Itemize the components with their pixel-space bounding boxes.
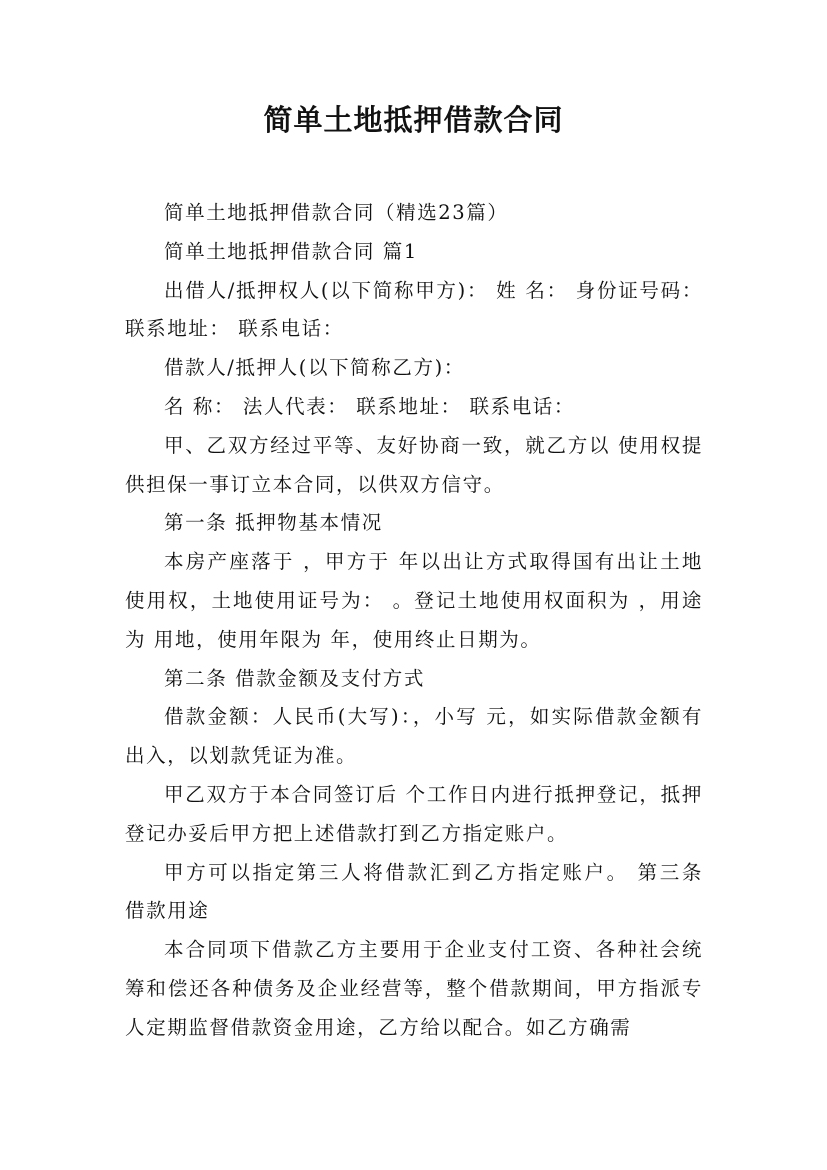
paragraph: 借款金额：人民币(大写)：，小写 元，如实际借款金额有出入，以划款凭证为准。 bbox=[125, 705, 703, 768]
paragraph: 简单土地抵押借款合同 篇1 bbox=[164, 239, 418, 263]
paragraph: 甲乙双方于本合同签订后 个工作日内进行抵押登记，抵押登记办妥后甲方把上述借款打到乙方指定账户。 bbox=[125, 782, 703, 845]
paragraph: 简单土地抵押借款合同（精选23篇） bbox=[164, 201, 509, 224]
document-title: 简单土地抵押借款合同 bbox=[263, 103, 564, 137]
paragraph: 甲、乙双方经过平等、友好协商一致，就乙方以 使用权提供担保一事订立本合同，以供双方信守。 bbox=[125, 433, 703, 496]
paragraph: 本房产座落于 ，甲方于 年以出让方式取得国有出让土地使用权，土地使用证号为： 。登记土地使用权面积为 ，用途为 用地，使用年限为 年，使用终止日期为。 bbox=[125, 550, 703, 651]
paragraph: 甲方可以指定第三人将借款汇到乙方指定账户。 第三条 借款用途 bbox=[125, 860, 703, 923]
paragraph: 第一条 抵押物基本情况 bbox=[164, 511, 383, 535]
paragraph: 借款人/抵押人(以下简称乙方)： bbox=[164, 356, 465, 380]
paragraph: 名 称： 法人代表： 联系地址： 联系电话： bbox=[164, 394, 575, 418]
paragraph: 本合同项下借款乙方主要用于企业支付工资、各种社会统筹和偿还各种债务及企业经营等，整个借款期间，甲方指派专人定期监督借款资金用途，乙方给以配合。如乙方确需 bbox=[125, 938, 703, 1039]
paragraph: 出借人/抵押权人(以下简称甲方)： 姓 名： 身份证号码： 联系地址： 联系电话： bbox=[125, 278, 703, 341]
document-body bbox=[125, 194, 703, 1048]
paragraph: 第二条 借款金额及支付方式 bbox=[164, 666, 425, 690]
